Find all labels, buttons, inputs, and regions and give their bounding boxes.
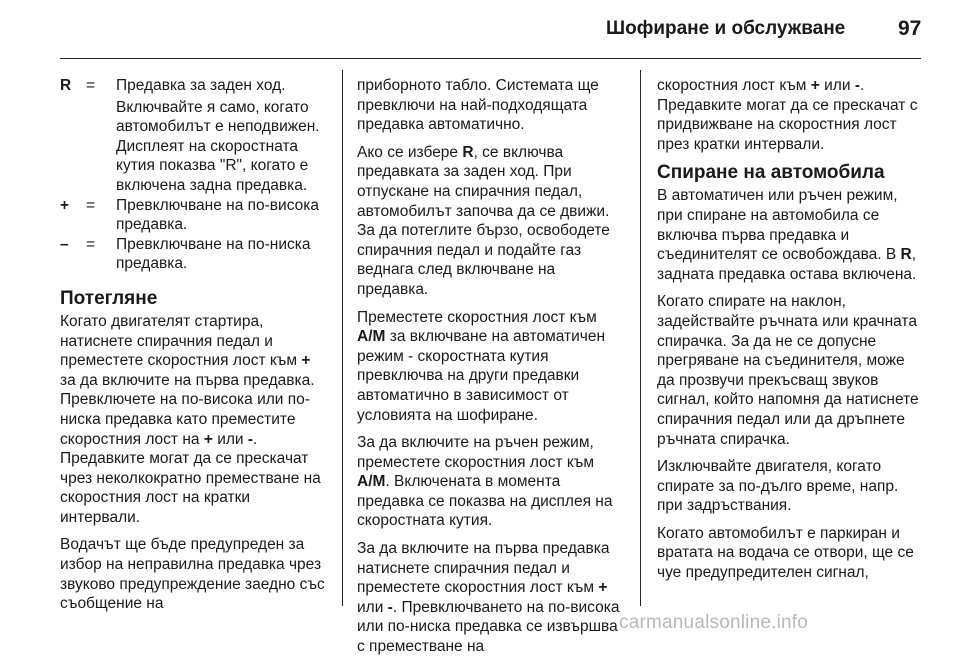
definition-eq: = (86, 235, 96, 253)
definition-key: R (60, 77, 72, 94)
paragraph: Когато спирате на наклон, задействайте ръчната или крачната спирачка. За да не се допусне прегряване на съединителя, може да прозвучи прекъсващ звуков сигнал, който напомня да натиснете спирачния педал или да дръпнете ръчната спирачка. (657, 293, 919, 448)
page-header-title: Шофиране и обслужване (606, 18, 846, 39)
column-1 (60, 76, 328, 622)
definition-key: – (60, 235, 69, 253)
paragraph: За да включите на ръчен режим, преместете скоростния лост към A/M. Включената в момента предавка се показва на дисплея на скоростната кутия. (357, 434, 613, 530)
paragraph: Преместете скоростния лост към A/M за включване на автоматичен режим - скоростната кутия превключва на други предавки автоматично в зависимост от условията на шофиране. (357, 308, 606, 424)
paragraph: В автоматичен или ръчен режим, при спиране на автомобила се включва първа предавка и съединителят се освобождава. В R, задната предавка остава включена. (657, 187, 917, 283)
definition-eq: = (86, 196, 96, 214)
definition-downshift (60, 235, 328, 274)
header-rule (60, 58, 921, 59)
definition-text: Предавка за заден ход. (116, 77, 286, 94)
definition-eq: = (86, 77, 96, 94)
column-2 (357, 76, 627, 665)
paragraph: Ако се избере R, се включва предавката за заден ход. При отпускане на спирачния педал, автомобилът започва да се движи. За да потеглите бързо, освободете спирачния педал и подайте газ веднага след включване на предавка. (357, 143, 610, 298)
definition-note: Включвайте я само, когато автомобилът е неподвижен. Дисплеят на скоростната кутия показва "R", когато е включена задна предавка. (116, 98, 320, 194)
column-divider-1 (342, 70, 343, 606)
paragraph: Когато двигателят стартира, натиснете спирачния педал и преместете скоростния лост към + за да включите на първа предавка. Превключете на по-висока или по-ниска предавка като преместите скоростния лост на + или -. Предавките могат да се прескачат чрез неколкократно преместване на скоростния лост на кратки интервали. (60, 312, 321, 526)
paragraph: Когато автомобилът е паркиран и вратата на водача се отвори, ще се чуе предупредителен сигнал, (657, 524, 914, 582)
column-divider-2 (640, 70, 641, 606)
section-heading-starting: Потегляне (60, 287, 158, 309)
paragraph: Водачът ще бъде предупреден за избор на неправилна предавка чрез звуково предупреждение заедно със съобщение на (60, 536, 325, 613)
column-3 (657, 76, 925, 591)
watermark: carmanualsonline.info (619, 612, 809, 633)
definition-upshift (60, 196, 328, 235)
page-number: 97 (898, 17, 922, 40)
paragraph: Изключвайте двигателя, когато спирате за по-дълго време, напр. при задръствания. (657, 458, 899, 515)
paragraph: За да включите на първа предавка натиснете спирачния педал и преместете скоростния лост към + или -. Превключването на по-висока или по-ниска предавка се извършва с преместване на (357, 540, 620, 656)
definition-text: Превключване на по-ниска предавка. (116, 235, 311, 273)
definition-reverse (60, 76, 328, 96)
paragraph: скоростния лост към + или -. Предавките могат да се прескачат с придвижване на скоростния лост през кратки интервали. (657, 77, 918, 153)
section-heading-stopping: Спиране на автомобила (657, 162, 885, 184)
paragraph: приборното табло. Системата ще превключи на най-подходящата предавка автоматично. (357, 77, 599, 134)
definition-text: Превключване на по-висока предавка. (116, 196, 319, 234)
definition-key: + (60, 196, 70, 214)
